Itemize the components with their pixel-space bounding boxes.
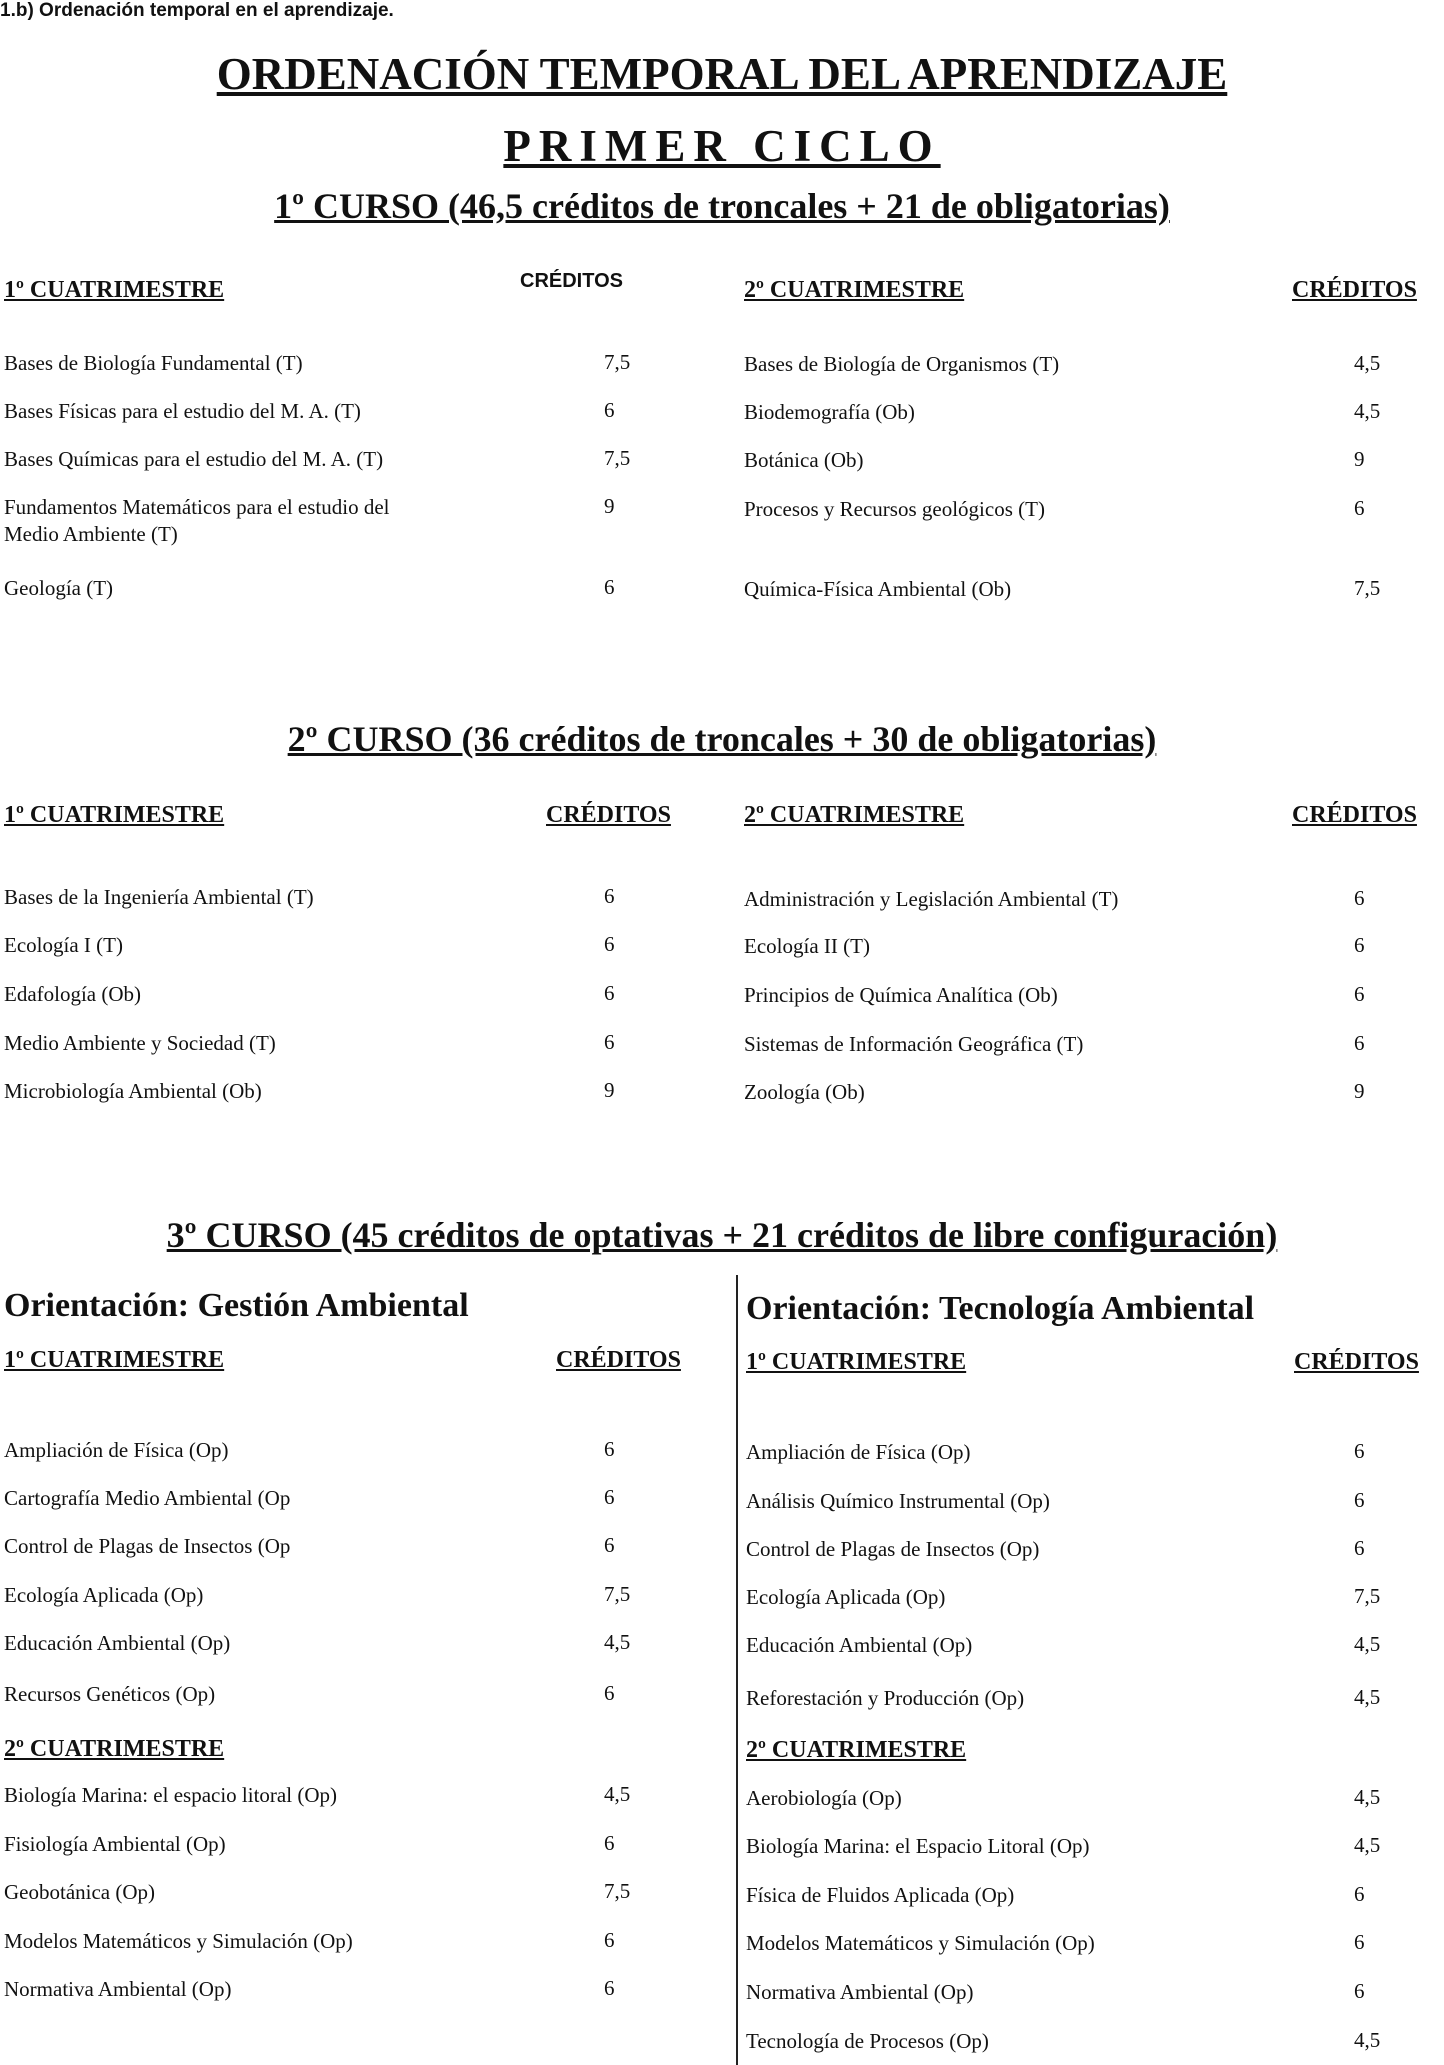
course-3-left-sem1-credits-5: 4,5 (604, 1630, 631, 1654)
course-3-left-sem2-subject-5: Normativa Ambiental (Op) (4, 1977, 232, 2001)
course-2-sem1-subject-1: Bases de la Ingeniería Ambiental (T) (4, 885, 314, 909)
course-1-sem1-subject-5: Geología (T) (4, 576, 114, 600)
course-1-sem1-subject-4: Fundamentos Matemáticos para el estudio del (4, 495, 390, 519)
course-3-left-sem1-subject-2: Cartografía Medio Ambiental (Op (4, 1486, 291, 1510)
course-1-sem2-subject-2: Biodemografía (Ob) (744, 400, 915, 424)
course-2-sem2-subject-3: Principios de Química Analítica (Ob) (744, 983, 1058, 1007)
course-3-left-sem2-credits-3: 7,5 (604, 1879, 631, 1903)
course-2-sem1-subject-3: Edafología (Ob) (4, 982, 142, 1006)
course-3-left-sem1-credits-3: 6 (604, 1533, 615, 1557)
course-3-left-sem2-credits-4: 6 (604, 1928, 615, 1952)
course-3-right-sem1-credits-1: 6 (1354, 1439, 1365, 1463)
course-3-right-sem2-subject-4: Modelos Matemáticos y Simulación (Op) (746, 1931, 1095, 1955)
course-2-sem2-credits-header: CRÉDITOS (1292, 802, 1417, 828)
course-1-sem1-credits-3: 7,5 (604, 446, 631, 470)
section-reference: 1.b) Ordenación temporal en el aprendizaje. (0, 0, 394, 21)
orientation-left-title: Orientación: Gestión Ambiental (4, 1287, 469, 1324)
course-1-heading: 1º CURSO (46,5 créditos de troncales + 21 de obligatorias) (274, 186, 1170, 226)
course-3-left-sem2-subject-1: Biología Marina: el espacio litoral (Op) (4, 1783, 337, 1807)
course-3-left-sem1-subject-5: Educación Ambiental (Op) (4, 1631, 231, 1655)
course-1-sem2-subject-3: Botánica (Ob) (744, 448, 864, 472)
course-1-sem1-credits-2: 6 (604, 398, 615, 422)
course-3-right-sem2-credits-6: 4,5 (1354, 2028, 1381, 2052)
course-3-left-sem1-header: 1º CUATRIMESTRE (4, 1347, 225, 1373)
course-3-right-sem2-header: 2º CUATRIMESTRE (746, 1737, 967, 1763)
course-3-right-credits-header: CRÉDITOS (1294, 1349, 1419, 1375)
course-1-sem2-subject-5: Química-Física Ambiental (Ob) (744, 577, 1012, 601)
course-1-sem1-credits-1: 7,5 (604, 350, 631, 374)
course-3-right-sem1-credits-3: 6 (1354, 1536, 1365, 1560)
course-2-heading: 2º CURSO (36 créditos de troncales + 30 de obligatorias) (287, 719, 1157, 759)
course-3-left-credits-header: CRÉDITOS (556, 1347, 681, 1373)
course-2-sem1-credits-1: 6 (604, 884, 615, 908)
course-3-left-sem1-credits-4: 7,5 (604, 1582, 631, 1606)
course-3-left-sem1-subject-6: Recursos Genéticos (Op) (4, 1682, 216, 1706)
course-3-right-sem2-credits-4: 6 (1354, 1930, 1365, 1954)
column-divider (736, 1275, 738, 2065)
course-3-right-sem1-credits-4: 7,5 (1354, 1584, 1381, 1608)
cycle-title: PRIMER CICLO (503, 121, 941, 171)
course-1-sem2-credits-3: 9 (1354, 447, 1365, 471)
course-2-sem2-subject-4: Sistemas de Información Geográfica (T) (744, 1032, 1084, 1056)
course-3-left-sem2-credits-1: 4,5 (604, 1782, 631, 1806)
course-2-sem2-header: 2º CUATRIMESTRE (744, 802, 965, 828)
course-3-right-sem2-credits-2: 4,5 (1354, 1833, 1381, 1857)
course-2-sem1-credits-4: 6 (604, 1030, 615, 1054)
course-3-right-sem1-subject-3: Control de Plagas de Insectos (Op) (746, 1537, 1040, 1561)
course-1-sem1-header: 1º CUATRIMESTRE (4, 277, 225, 303)
course-3-left-sem1-credits-1: 6 (604, 1437, 615, 1461)
course-3-right-sem2-credits-1: 4,5 (1354, 1785, 1381, 1809)
course-3-right-sem1-header: 1º CUATRIMESTRE (746, 1349, 967, 1375)
course-1-sem2-credits-4: 6 (1354, 496, 1365, 520)
course-2-sem2-subject-2: Ecología II (T) (744, 934, 870, 958)
course-2-sem1-credits-5: 9 (604, 1078, 615, 1102)
course-3-left-sem2-credits-5: 6 (604, 1976, 615, 2000)
course-3-left-sem1-credits-2: 6 (604, 1485, 615, 1509)
course-2-sem1-header: 1º CUATRIMESTRE (4, 802, 225, 828)
course-3-left-sem2-credits-2: 6 (604, 1831, 615, 1855)
course-3-left-sem1-credits-6: 6 (604, 1681, 615, 1705)
course-2-sem1-subject-4: Medio Ambiente y Sociedad (T) (4, 1031, 276, 1055)
course-3-right-sem2-credits-3: 6 (1354, 1882, 1365, 1906)
course-3-heading: 3º CURSO (45 créditos de optativas + 21 créditos de libre configuración) (166, 1215, 1278, 1255)
course-3-left-sem2-subject-4: Modelos Matemáticos y Simulación (Op) (4, 1929, 353, 1953)
course-2-sem1-credits-3: 6 (604, 981, 615, 1005)
course-3-left-sem2-subject-3: Geobotánica (Op) (4, 1880, 156, 1904)
course-1-sem2-subject-1: Bases de Biología de Organismos (T) (744, 352, 1060, 376)
course-3-right-sem1-credits-5: 4,5 (1354, 1632, 1381, 1656)
course-3-right-sem2-subject-6: Tecnología de Procesos (Op) (746, 2029, 989, 2053)
course-2-sem1-subject-5: Microbiología Ambiental (Ob) (4, 1079, 262, 1103)
course-3-right-sem1-credits-2: 6 (1354, 1488, 1365, 1512)
course-3-right-sem2-subject-5: Normativa Ambiental (Op) (746, 1980, 974, 2004)
course-1-sem1-subject-1: Bases de Biología Fundamental (T) (4, 351, 303, 375)
course-1-sem2-credits-2: 4,5 (1354, 399, 1381, 423)
course-1-sem2-credits-header: CRÉDITOS (1292, 277, 1417, 303)
course-2-sem1-subject-2: Ecología I (T) (4, 933, 123, 957)
course-1-sem1-subject-3: Bases Químicas para el estudio del M. A. (T) (4, 447, 384, 471)
course-2-sem1-credits-header: CRÉDITOS (546, 802, 671, 828)
course-3-right-sem1-credits-6: 4,5 (1354, 1685, 1381, 1709)
course-2-sem2-credits-3: 6 (1354, 982, 1365, 1006)
orientation-right-title: Orientación: Tecnología Ambiental (746, 1290, 1255, 1327)
course-1-sem1-credits-5: 6 (604, 575, 615, 599)
course-2-sem2-credits-5: 9 (1354, 1079, 1365, 1103)
course-3-right-sem2-subject-2: Biología Marina: el Espacio Litoral (Op) (746, 1834, 1090, 1858)
course-3-left-sem1-subject-3: Control de Plagas de Insectos (Op (4, 1534, 291, 1558)
course-1-sem1-credits-4: 9 (604, 494, 615, 518)
course-3-right-sem1-subject-2: Análisis Químico Instrumental (Op) (746, 1489, 1050, 1513)
course-3-right-sem2-subject-3: Física de Fluidos Aplicada (Op) (746, 1883, 1015, 1907)
course-1-sem1-subject-2: Bases Físicas para el estudio del M. A. (T) (4, 399, 361, 423)
course-2-sem2-subject-5: Zoología (Ob) (744, 1080, 865, 1104)
course-1-sem2-credits-5: 7,5 (1354, 576, 1381, 600)
course-1-sem1-credits-header: CRÉDITOS (520, 270, 623, 292)
course-1-sem1-subject-4-line2: Medio Ambiente (T) (4, 522, 178, 546)
course-3-left-sem2-subject-2: Fisiología Ambiental (Op) (4, 1832, 226, 1856)
course-3-right-sem1-subject-4: Ecología Aplicada (Op) (746, 1585, 946, 1609)
course-3-right-sem2-subject-1: Aerobiología (Op) (746, 1786, 902, 1810)
course-2-sem1-credits-2: 6 (604, 932, 615, 956)
course-1-sem2-credits-1: 4,5 (1354, 351, 1381, 375)
course-3-left-sem1-subject-4: Ecología Aplicada (Op) (4, 1583, 204, 1607)
course-3-left-sem2-header: 2º CUATRIMESTRE (4, 1736, 225, 1762)
course-2-sem2-credits-4: 6 (1354, 1031, 1365, 1055)
course-3-right-sem2-credits-5: 6 (1354, 1979, 1365, 2003)
course-3-right-sem1-subject-5: Educación Ambiental (Op) (746, 1633, 973, 1657)
course-3-left-sem1-subject-1: Ampliación de Física (Op) (4, 1438, 229, 1462)
course-1-sem2-header: 2º CUATRIMESTRE (744, 277, 965, 303)
course-3-right-sem1-subject-6: Reforestación y Producción (Op) (746, 1686, 1025, 1710)
course-1-sem2-subject-4: Procesos y Recursos geológicos (T) (744, 497, 1045, 521)
page-title: ORDENACIÓN TEMPORAL DEL APRENDIZAJE (216, 49, 1228, 99)
course-3-right-sem1-subject-1: Ampliación de Física (Op) (746, 1440, 971, 1464)
course-2-sem2-credits-1: 6 (1354, 886, 1365, 910)
course-2-sem2-subject-1: Administración y Legislación Ambiental (T) (744, 887, 1119, 911)
course-2-sem2-credits-2: 6 (1354, 933, 1365, 957)
